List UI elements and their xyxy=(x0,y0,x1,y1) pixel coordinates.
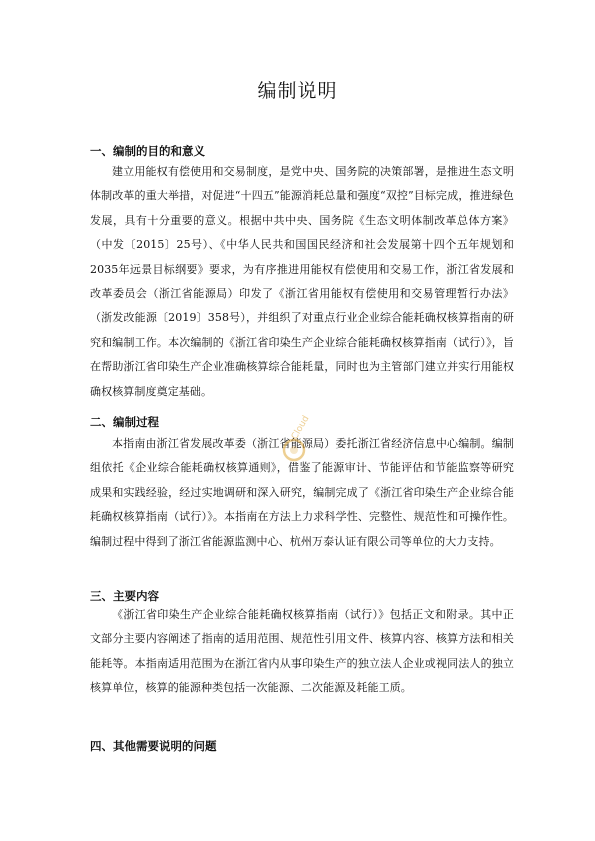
section-heading-process: 二、编制过程 xyxy=(90,415,159,429)
section-heading-content: 三、主要内容 xyxy=(90,589,159,603)
page-title: 编制说明 xyxy=(257,80,338,102)
section-heading-other-issues: 四、其他需要说明的问题 xyxy=(90,739,217,753)
section-paragraph-content: 《浙江省印染生产企业综合能耗确权核算指南（试行）》包括正文和附录。其中正文部分主要内容阐述了指南的适用范围、规范性引用文件、核算内容、核算方法和相关能耗等。本指南适用范围为在浙江省内从事印染生产的独立法人企业或视同法人的独立核算单位，核算的能源种类包括一次能源、二次能源及耗能工质。 xyxy=(90,608,514,695)
section-paragraph-process: 本指南由浙江省发展改革委（浙江省能源局）委托浙江省经济信息中心编制。编制组依托《企业综合能耗确权核算通则》，借鉴了能源审计、节能评估和节能监察等研究成果和实践经验，经过实地调研和深入研究，编制完成了《浙江省印染生产企业综合能耗确权核算指南（试行）》。本指南在方法上力求科学性、完整性、规范性和可操作性。编制过程中得到了浙江省能源监测中心、杭州万泰认证有限公司等单位的大力支持。 xyxy=(90,437,514,548)
svg-text:Cloud: Cloud xyxy=(289,414,312,442)
section-paragraph-purpose: 建立用能权有偿使用和交易制度，是党中央、国务院的决策部署，是推进生态文明体制改革的重大举措，对促进“十四五”能源消耗总量和强度“双控”目标完成，推进绿色发展，具有十分重要的意义。根据中共中央、国务院《生态文明体制改革总体方案》（中发〔2015〕25号）、《中华人民共和国国民经济和社会发展第十四个五年规划和2035年远景目标纲要》要求，为有序推进用能权有偿使用和交易工作，浙江省发展和改革委员会（浙江省能源局）印发了《浙江省用能权有偿使用和交易管理暂行办法》（浙发改能源〔2019〕358号），并组织了对重点行业企业综合能耗确权核算指南的研究和编制工作。本次编制的《浙江省印染生产企业综合能耗确权核算指南（试行）》，旨在帮助浙江省印染生产企业准确核算综合能耗量，同时也为主管部门建立并实行用能权确权核算制度奠定基础。 xyxy=(90,165,514,398)
section-heading-purpose: 一、编制的目的和意义 xyxy=(90,144,205,158)
